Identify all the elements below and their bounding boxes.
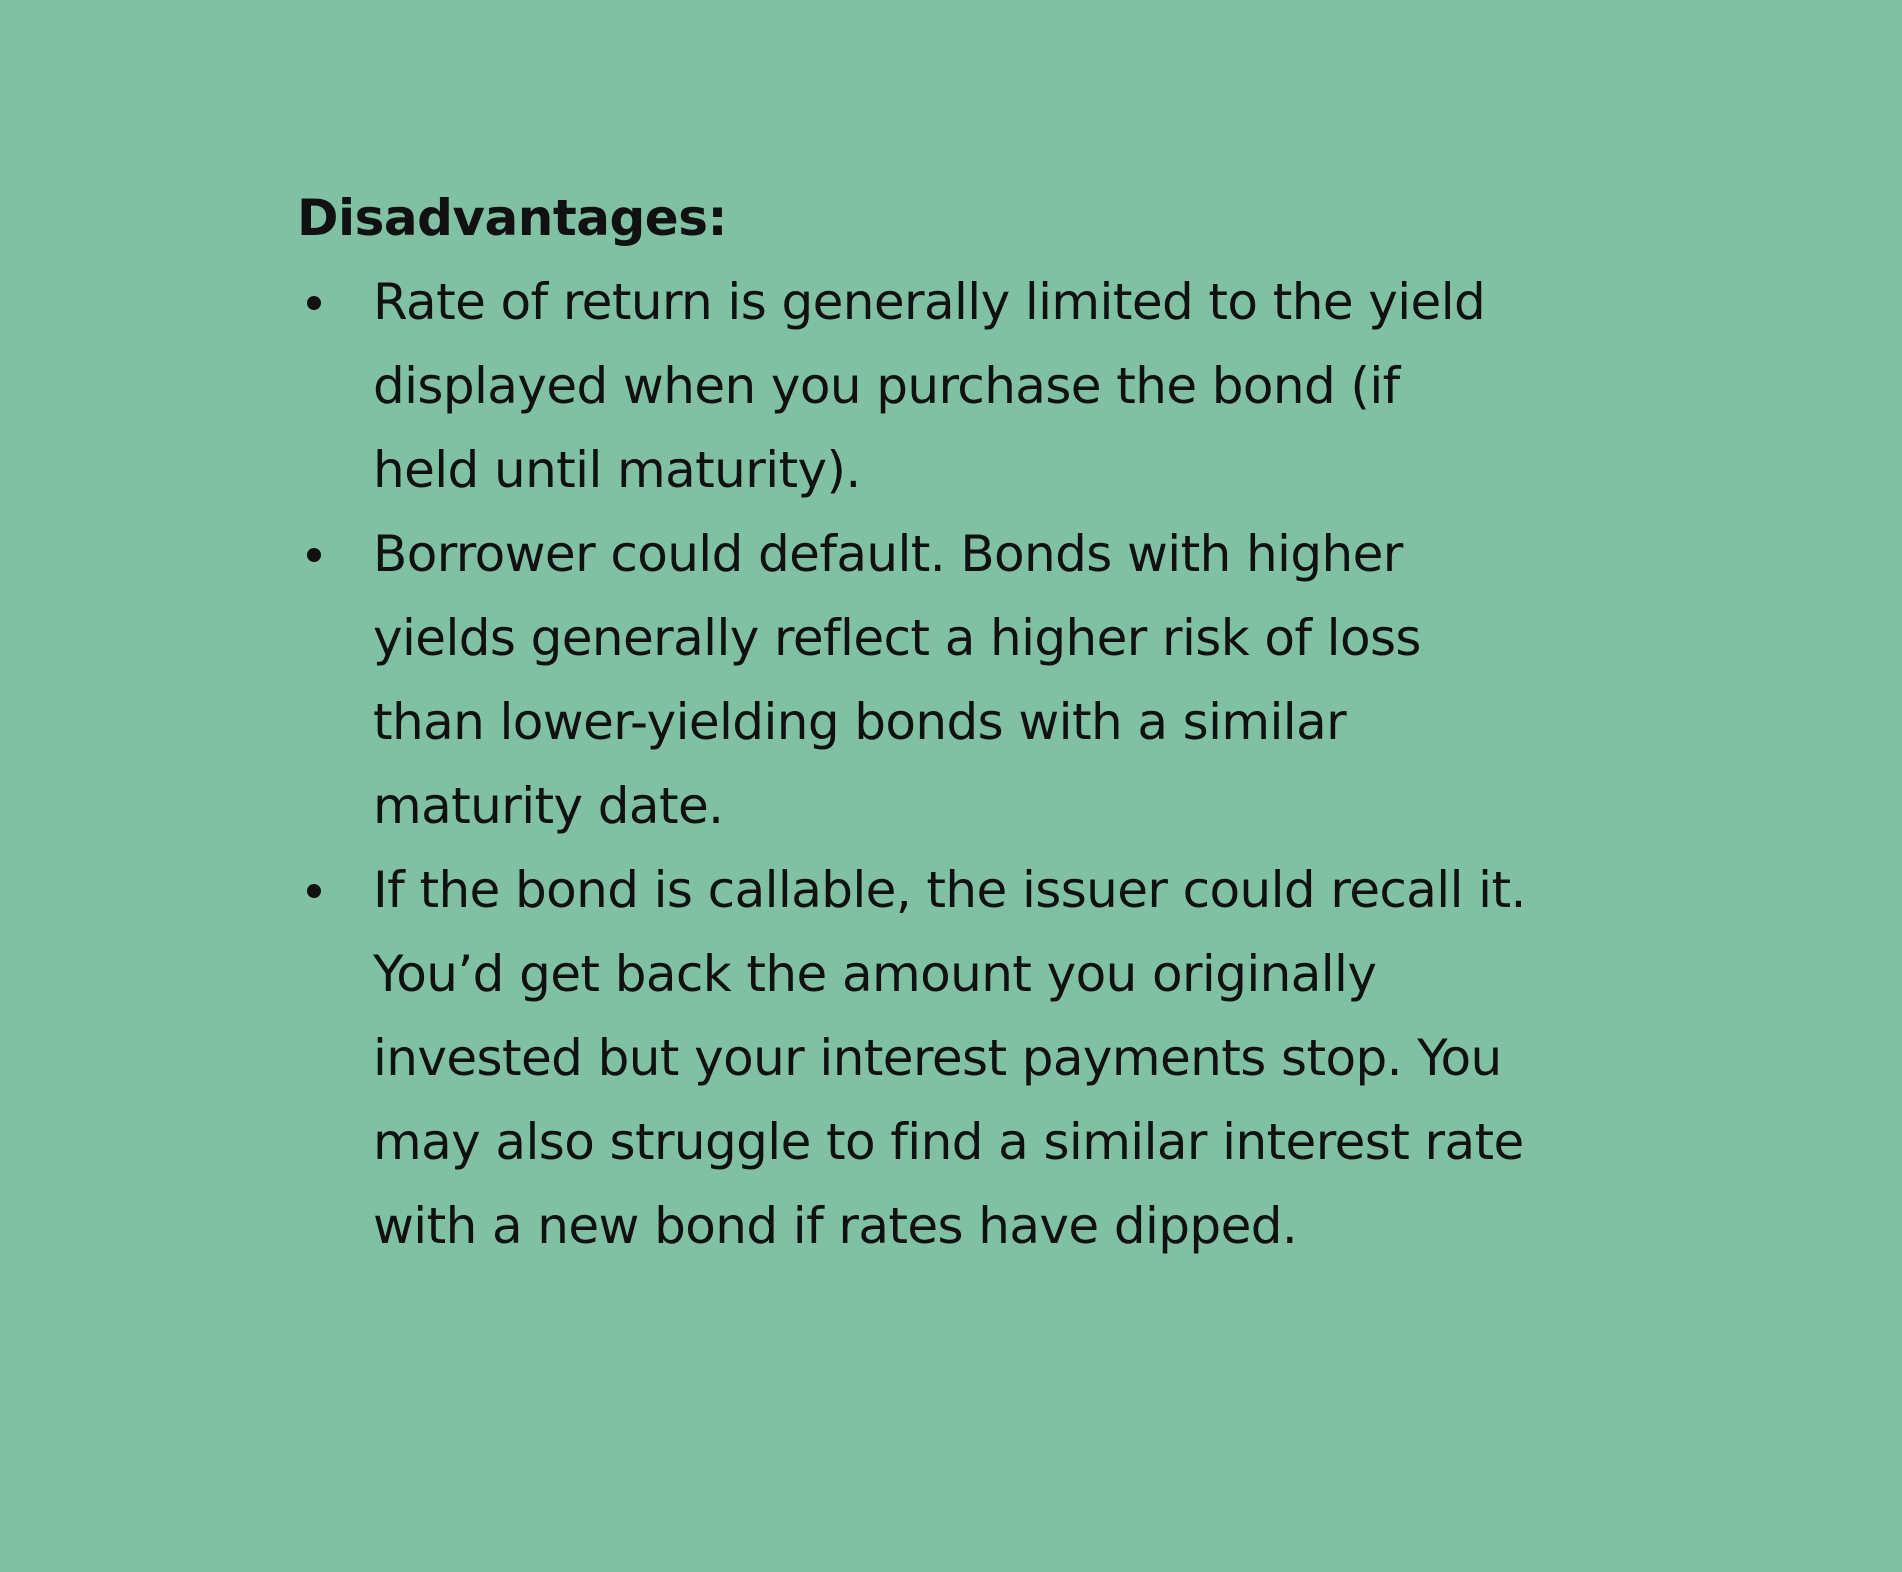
list-item-text-line: You’d get back the amount you originally bbox=[373, 945, 1377, 1003]
list-item bbox=[297, 512, 1627, 848]
list-item-text-line: displayed when you purchase the bond (if bbox=[373, 357, 1400, 415]
list-item-text-line: may also struggle to find a similar interest rate bbox=[373, 1113, 1524, 1171]
list-item-text-line: If the bond is callable, the issuer could recall it. bbox=[373, 861, 1526, 919]
list-item-text-line: Rate of return is generally limited to the yield bbox=[373, 273, 1486, 331]
bullet-icon bbox=[307, 548, 321, 562]
bullet-icon bbox=[307, 296, 321, 310]
bullet-icon bbox=[307, 884, 321, 898]
section-heading: Disadvantages: bbox=[297, 189, 727, 247]
list-item-text-line: held until maturity). bbox=[373, 441, 861, 499]
list-item-text-line: with a new bond if rates have dipped. bbox=[373, 1197, 1298, 1255]
list-item-text-line: maturity date. bbox=[373, 777, 724, 835]
list-item-text-line: invested but your interest payments stop. You bbox=[373, 1029, 1502, 1087]
disadvantages-list bbox=[297, 260, 1627, 1268]
list-item-text-line: yields generally reflect a higher risk of loss bbox=[373, 609, 1421, 667]
list-item bbox=[297, 848, 1627, 1268]
list-item bbox=[297, 260, 1627, 512]
list-item-text-line: than lower-yielding bonds with a similar bbox=[373, 693, 1347, 751]
disadvantages-section bbox=[297, 176, 1627, 1268]
list-item-text-line: Borrower could default. Bonds with higher bbox=[373, 525, 1403, 583]
